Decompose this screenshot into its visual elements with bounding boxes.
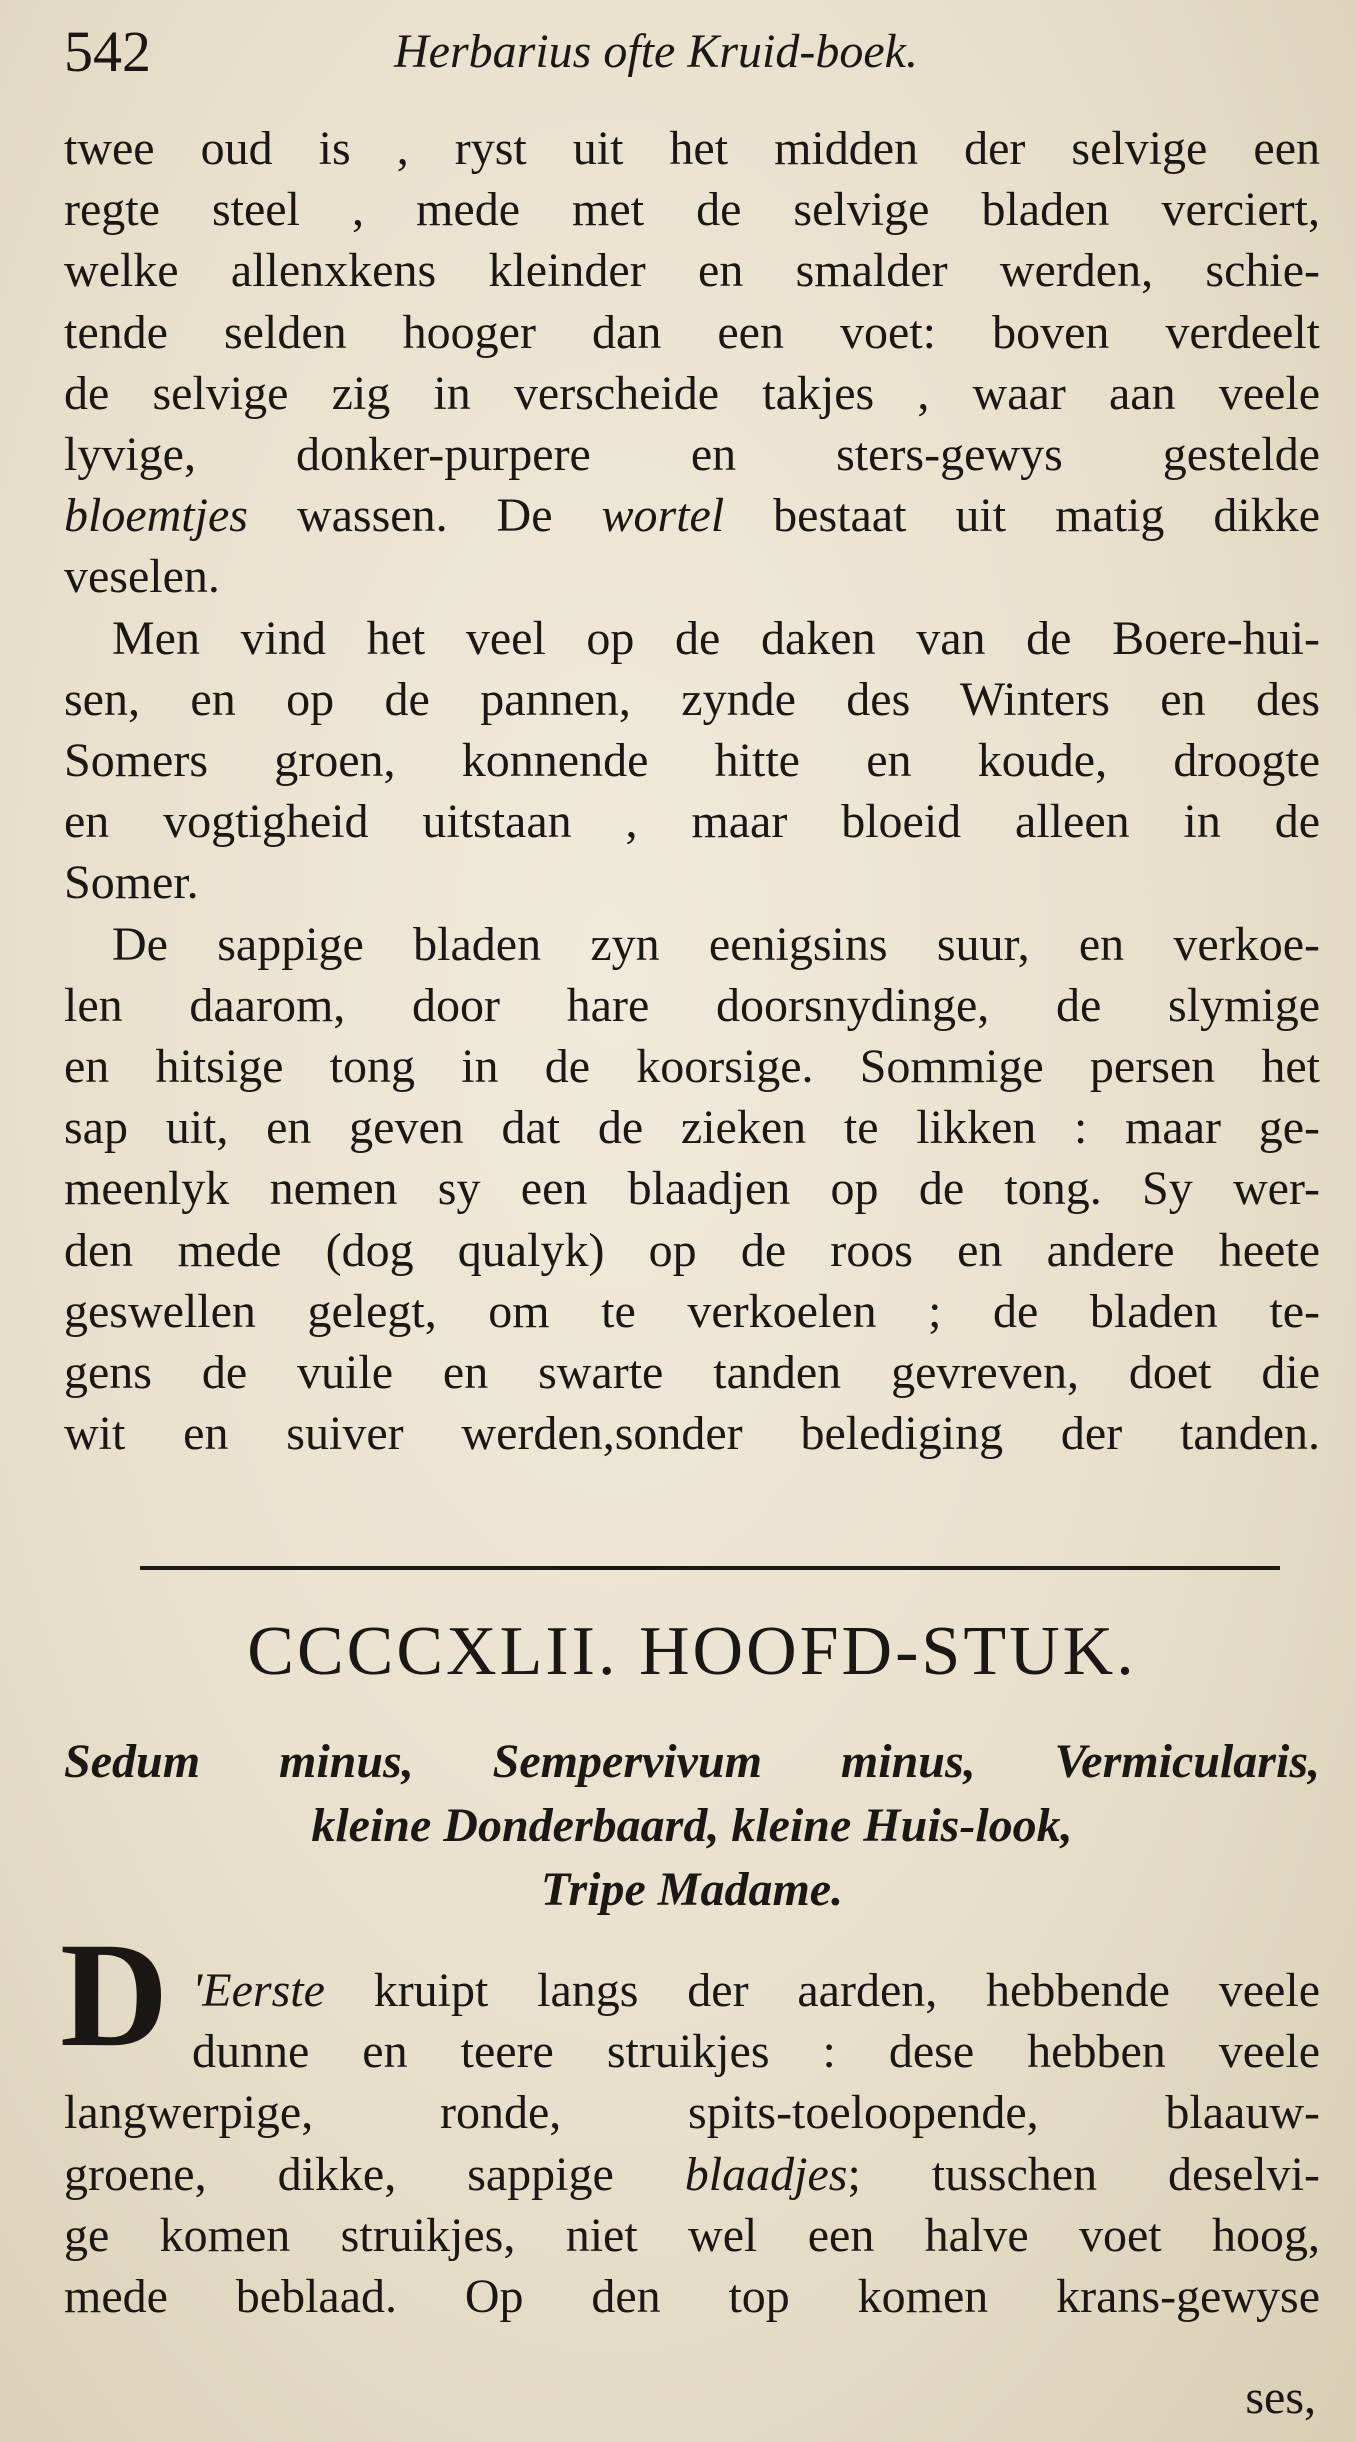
synonym-line: kleine Donderbaard, kleine Huis-look, (311, 1799, 1073, 1852)
text-line: len daarom, door hare doorsnydinge, de slymige (64, 978, 1320, 1032)
drop-cap: D (60, 1912, 169, 2078)
text-line: de selvige zig in verscheide takjes , waar aan veele (64, 366, 1320, 420)
text-line: twee oud is , ryst uit het midden der selvige een (64, 122, 1320, 175)
running-title: Herbarius ofte Kruid-boek. (394, 25, 918, 78)
catchword: ses, (1245, 2371, 1316, 2424)
italic-term: bloemtjes (64, 489, 248, 543)
text-line: sap uit, en geven dat de zieken te likken : maar ge- (64, 1101, 1320, 1155)
text-line: den mede (dog qualyk) op de roos en andere heete (64, 1223, 1320, 1277)
text-line: wit en suiver werden,sonder belediging der tanden. (64, 1407, 1320, 1461)
text-line: welke allenxkens kleinder en smalder werden, schie- (64, 244, 1320, 298)
text-line: ge komen struikjes, niet wel een halve voet hoog, (64, 2208, 1320, 2262)
text-line (64, 1960, 1320, 2021)
text-line: Somer. (64, 856, 199, 910)
italic-term: blaadjes (684, 2147, 848, 2201)
page-number: 542 (64, 19, 151, 84)
text-line (64, 2144, 1320, 2205)
text-line (64, 485, 1320, 546)
text-line: mede beblaad. Op den top komen krans-gewyse (64, 2270, 1320, 2324)
plant-synonyms (64, 1730, 1320, 1922)
text-line: gens de vuile en swarte tanden gevreven, doet die (64, 1346, 1320, 1400)
italic-term: 'Eerste (192, 1964, 325, 2017)
text-line: en vogtigheid uitstaan , maar bloeid alleen in de (64, 795, 1320, 849)
text-fragment: ; tusschen deselvi- (847, 2147, 1320, 2201)
text-line: lyvige, donker-purpere en sters-gewys gestelde (64, 428, 1320, 482)
text-fragment: wassen. De (247, 489, 602, 543)
section-divider (140, 1566, 1280, 1570)
text-fragment: groene, dikke, sappige (64, 2147, 685, 2201)
text-line: sen, en op de pannen, zynde des Winters en des (64, 672, 1320, 726)
text-fragment: kruipt langs der aarden, hebbende veele (324, 1964, 1320, 2017)
text-line: tende selden hooger dan een voet: boven verdeelt (64, 305, 1320, 359)
text-line: regte steel , mede met de selvige bladen verciert, (64, 183, 1320, 237)
chapter-text (64, 1960, 1320, 2327)
text-line: en hitsige tong in de koorsige. Sommige persen het (64, 1040, 1320, 1094)
synonym-line: Sedum minus, Sempervivum minus, Vermicularis, (64, 1735, 1320, 1788)
text-line: Somers groen, konnende hitte en koude, droogte (64, 734, 1320, 788)
text-line: Men vind het veel op de daken van de Boere-hui- (112, 611, 1320, 665)
main-text (64, 118, 1320, 1464)
text-fragment: bestaat uit matig dikke (724, 489, 1320, 543)
text-line: dunne en teere struikjes : dese hebben veele (192, 2025, 1320, 2079)
text-line: geswellen gelegt, om te verkoelen ; de bladen te- (64, 1284, 1320, 1338)
synonym-line: Tripe Madame. (540, 1863, 844, 1916)
italic-term: wortel (601, 489, 725, 543)
text-line: De sappige bladen zyn eenigsins suur, en verkoe- (112, 917, 1320, 971)
text-line: veselen. (64, 550, 220, 604)
chapter-title: CCCCXLII. HOOFD-STUK. (247, 1613, 1137, 1690)
text-line: langwerpige, ronde, spits-toeloopende, blaauw- (64, 2086, 1320, 2140)
text-line: meenlyk nemen sy een blaadjen op de tong. Sy wer- (64, 1162, 1320, 1216)
page-header (64, 18, 1314, 98)
